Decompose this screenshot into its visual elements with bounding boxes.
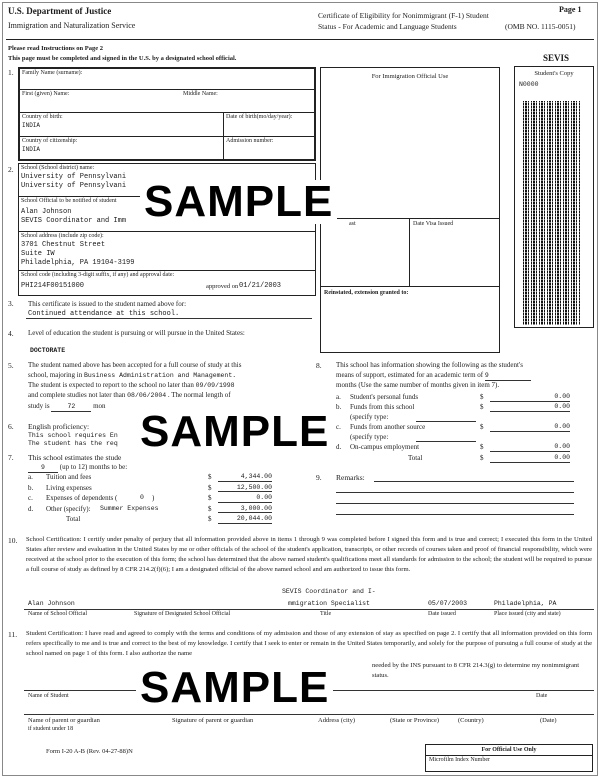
- official-name-value: Alan Johnson: [28, 600, 75, 607]
- expense-letter: a.: [28, 473, 33, 481]
- expense-currency: $: [208, 483, 212, 492]
- english-proficiency-label: English proficiency:: [28, 422, 90, 431]
- support-currency: $: [480, 443, 484, 451]
- remarks-line: [336, 514, 574, 515]
- support-specify-line: [416, 421, 476, 422]
- section7-total-value: 20,044.00: [218, 515, 272, 524]
- microfilm-line: [426, 755, 592, 756]
- section8-line3: months (Use the same number of months given in item 7).: [336, 381, 500, 389]
- support-amount: 0.00: [490, 423, 570, 432]
- section1-number: 1.: [8, 68, 14, 77]
- section1-box: [18, 67, 316, 161]
- expense-row: [28, 473, 278, 483]
- support-letter: a.: [336, 393, 341, 401]
- form-title-line1: Certificate of Eligibility for Nonimmigrant (F-1) Student: [318, 11, 489, 20]
- school-code-value: PHI214F00151000: [21, 282, 85, 290]
- section10-text: School Certification: I certify under penalty of perjury that all information provided above in items 1 through 9 was completed before I signed this form and is true and correct; I executed this form in the United States after review and evaluation in the United States by me or other officials of the school of the student's application, transcripts, or other records of courses taken and proof of financial responsibility, which were received at the school prior to the execution of this form; the school has determined that the above named student's qualifications meet all standards for admission to the school; the student will be required to pursue a full course of study as defined by 8 CFR 214.2(f)(6); I am a designated official of the above named school and am authorized to issue this form.: [26, 536, 592, 573]
- service-name: Immigration and Naturalization Service: [8, 21, 136, 30]
- remarks-line: [374, 481, 574, 482]
- family-name-label: Family Name (surname):: [22, 70, 83, 76]
- page-number: Page 1: [559, 5, 582, 14]
- sample-watermark-2: SAMPLE: [136, 410, 333, 454]
- middle-name-label: Middle Name:: [183, 91, 218, 97]
- complete-label: and complete studies not later than: [28, 391, 126, 399]
- sig-label-official-name: Name of School Official: [28, 611, 88, 617]
- normal-length-label: . The normal length of: [167, 391, 231, 399]
- sample-watermark-1: SAMPLE: [140, 180, 337, 224]
- section8-total-currency: $: [480, 454, 484, 462]
- immigration-official-title: For Immigration Official Use: [371, 73, 449, 80]
- row-divider: [321, 286, 499, 287]
- immigration-official-box: [320, 67, 500, 353]
- form-title-line2: Status - For Academic and Language Students: [318, 22, 457, 31]
- section5-line5: [28, 402, 106, 412]
- sevis-barcode: [523, 101, 581, 325]
- sevis-label: SEVIS: [543, 53, 570, 63]
- section3-number: 3.: [8, 299, 14, 308]
- expense-row: [28, 494, 278, 504]
- section7-months-line: [28, 463, 127, 473]
- header-rule: [6, 39, 594, 40]
- remarks-label: Remarks:: [336, 473, 365, 482]
- school-address-label: School address (include zip code):: [21, 233, 104, 239]
- study-length-value: 72: [51, 403, 91, 412]
- sig-label-parent-name: Name of parent or guardian: [28, 717, 100, 724]
- sig-label-country: (Country): [458, 717, 484, 724]
- section7-total-currency: $: [208, 515, 212, 523]
- row-divider: [19, 231, 315, 232]
- expense-amount: 4,344.00: [218, 473, 272, 482]
- approved-date-value: 01/21/2003: [239, 282, 282, 290]
- section8-line2: [336, 371, 531, 381]
- row-divider: [20, 89, 314, 90]
- section8-line1: This school has information showing the following as the student's: [336, 361, 523, 369]
- consulate-label: ast: [349, 221, 356, 227]
- section8-term-label: means of support, estimated for an academic term of: [336, 371, 484, 379]
- expense-row: [28, 484, 278, 494]
- approved-on-label: approved on: [206, 283, 239, 290]
- expense-amount: 3,000.00: [218, 505, 272, 514]
- support-amount: 0.00: [490, 443, 570, 452]
- school-official-label: School Official to be notified of student: [21, 198, 117, 204]
- section7-total-label: Total: [66, 515, 81, 523]
- section8-term: 9: [485, 372, 531, 381]
- support-currency: $: [480, 393, 484, 401]
- section7-months: 9: [28, 464, 58, 473]
- support-row: [336, 403, 576, 413]
- official-use-label: For Official Use Only: [481, 747, 537, 753]
- support-label: (specify type:: [350, 433, 389, 441]
- sevis-copy-box: [514, 66, 594, 328]
- col-divider: [409, 218, 410, 286]
- report-label: The student is expected to report to the school no later than: [28, 381, 194, 389]
- school-name-label: School (School district) name:: [21, 165, 95, 171]
- school-name-line1: University of Pennsylvani: [21, 173, 127, 181]
- remarks-line: [336, 503, 574, 504]
- row-divider: [20, 136, 314, 137]
- section8-total-label: Total: [408, 454, 423, 462]
- support-letter: d.: [336, 443, 342, 451]
- section4-value: DOCTORATE: [30, 347, 66, 354]
- admission-number-label: Admission number:: [226, 138, 274, 144]
- school-address-line3: Philadelphia, PA 19104-3199: [21, 259, 135, 267]
- section4-text: Level of education the student is pursuing or will pursue in the United States:: [28, 329, 245, 337]
- school-name-line2: University of Pennsylvani: [21, 182, 127, 190]
- citizenship-value: INDIA: [22, 146, 41, 153]
- expense-letter: d.: [28, 504, 34, 513]
- section5-line2: [28, 371, 236, 380]
- expense-currency: $: [208, 504, 212, 513]
- support-row: [336, 413, 576, 423]
- support-row: [336, 433, 576, 443]
- support-currency: $: [480, 403, 484, 411]
- expense-label: Tuition and fees: [46, 473, 92, 481]
- section4-number: 4.: [8, 329, 14, 338]
- months-label: mon: [93, 402, 106, 410]
- sig-label-address-city: Address (city): [318, 717, 356, 724]
- row-divider: [321, 218, 499, 219]
- expense-label: Other (specify):: [46, 504, 91, 513]
- support-row: [336, 443, 576, 453]
- sig-label-state: (State or Province): [390, 717, 440, 724]
- section5-number: 5.: [8, 361, 14, 370]
- section5-line4: [28, 391, 231, 400]
- major-label: school, majoring in: [28, 371, 83, 379]
- sig-label-title: Title: [320, 611, 332, 617]
- support-amount: 0.00: [490, 393, 570, 402]
- sig-label-date-issued: Date issued: [428, 611, 456, 617]
- section5-line1: The student named above has been accepted for a full course of study at this: [28, 361, 242, 369]
- section8-total-value: 0.00: [490, 454, 570, 463]
- reinstated-label: Reinstated, extension granted to:: [324, 290, 409, 296]
- place-issued-value: Philadelphia, PA: [494, 600, 557, 607]
- section6-number: 6.: [8, 422, 14, 431]
- section9-number: 9.: [316, 473, 322, 482]
- school-code-label: School code (including 3-digit suffix, if any) and approval date:: [21, 272, 175, 278]
- sig-label-student-name: Name of Student: [28, 693, 69, 699]
- support-label: Funds from this school: [350, 403, 415, 411]
- section3-text: This certificate is issued to the student named above for:: [28, 300, 187, 308]
- sig-label-under18: if student under 18: [28, 726, 74, 732]
- complete-date: 08/06/2004: [127, 392, 167, 399]
- section2-number: 2.: [8, 165, 14, 174]
- support-currency: $: [480, 423, 484, 431]
- expense-label: Expenses of dependents (: [46, 494, 118, 502]
- section5-line3: [28, 381, 235, 390]
- expense-letter: b.: [28, 483, 34, 492]
- expense-currency: $: [208, 494, 212, 502]
- row-divider: [19, 270, 315, 271]
- section7-number: 7.: [8, 453, 14, 462]
- sig-label-official-signature: Signature of Designated School Official: [134, 611, 231, 617]
- expense-label: Living expenses: [46, 483, 92, 492]
- sample-watermark-3: SAMPLE: [136, 666, 333, 710]
- omb-number: (OMB NO. 1115-0051): [505, 22, 576, 31]
- section11-text: Student Certification: I have read and agreed to comply with the terms and conditions of my admission and those of any extension of stay as specified on page 2. I certify that all information provided on this form refers specifically to me and is true and correct to the best of my knowledge. I certify that I seek to enter or remain in the United States temporarily, and solely for the purpose of pursuing a full course of study at the school named on page 1 of this form. I also authorize the name: [26, 630, 592, 657]
- support-amount: 0.00: [490, 403, 570, 412]
- english-line2: The student has the req: [28, 440, 118, 447]
- official-use-box: [425, 744, 593, 772]
- support-specify-line: [416, 441, 476, 442]
- school-official-name: Alan Johnson: [21, 208, 72, 216]
- sig-label-student-date: Date: [536, 693, 548, 699]
- form-id: Form I-20 A-B (Rev. 04-27-88)N: [46, 748, 133, 755]
- english-line1: This school requires En: [28, 432, 118, 439]
- expense-amount: 0.00: [218, 494, 272, 503]
- first-name-label: First (given) Name:: [22, 91, 70, 97]
- school-official-title: SEVIS Coordinator and Imm: [21, 217, 127, 225]
- signature-line: [24, 609, 594, 610]
- section3-value: Continued attendance at this school.: [28, 310, 180, 318]
- support-label: On-campus employment: [350, 443, 420, 451]
- support-label: Student's personal funds: [350, 393, 419, 401]
- major-value: Business Administration and Management.: [84, 372, 237, 379]
- support-label: (specify type:: [350, 413, 389, 421]
- expense-currency: $: [208, 473, 212, 481]
- school-address-line2: Suite IW: [21, 250, 55, 258]
- expense-row: [28, 505, 278, 515]
- section7-months-suffix: (up to 12) months to be:: [59, 463, 128, 471]
- expense-paren-close: ): [152, 494, 155, 502]
- dob-label: Date of birth(mo/day/year):: [226, 114, 293, 120]
- section11-text-continued: needed by the INS pursuant to 8 CFR 214.3(g) to determine my nonimmigrant status.: [372, 662, 580, 679]
- expense-label-extra: 0: [140, 494, 144, 501]
- expense-label-extra: Summer Expenses: [100, 504, 159, 512]
- section10-number: 10.: [8, 536, 18, 545]
- microfilm-label: Microfilm Index Number: [429, 757, 490, 763]
- official-title-value-1: SEVIS Coordinator and I-: [282, 588, 376, 595]
- school-address-line1: 3701 Chestnut Street: [21, 241, 106, 249]
- country-birth-label: Country of birth:: [22, 114, 63, 120]
- study-length-label: study is: [28, 402, 50, 410]
- row-divider: [20, 112, 314, 113]
- section7-text: This school estimates the stude: [28, 453, 122, 462]
- sig-label-parent-date: (Date): [540, 717, 557, 724]
- student-copy-number: N0000: [519, 81, 539, 88]
- remarks-line: [336, 492, 574, 493]
- expense-letter: c.: [28, 494, 33, 502]
- visa-issued-label: Date Visa Issued: [413, 221, 454, 227]
- date-issued-value: 05/07/2003: [428, 600, 468, 607]
- support-letter: c.: [336, 423, 341, 431]
- parent-signature-line: [24, 714, 594, 715]
- sig-label-place-issued: Place issued (city and state): [494, 611, 561, 617]
- agency-name: U.S. Department of Justice: [8, 6, 112, 16]
- instructions-line1: Please read Instructions on Page 2: [8, 45, 104, 52]
- support-letter: b.: [336, 403, 342, 411]
- official-title-value-2: mmigration Specialist: [288, 600, 370, 607]
- support-row: [336, 423, 576, 433]
- support-row: [336, 393, 576, 403]
- section11-number: 11.: [8, 630, 18, 639]
- section8-number: 8.: [316, 361, 322, 370]
- instructions-line2: This page must be completed and signed in the U.S. by a designated school official.: [8, 55, 237, 62]
- section3-underline: [26, 318, 312, 319]
- sig-label-parent-signature: Signature of parent or guardian: [172, 717, 254, 724]
- support-label: Funds from another source: [350, 423, 426, 431]
- citizenship-label: Country of citizenship:: [22, 138, 78, 144]
- report-date: 09/09/1998: [195, 382, 235, 389]
- student-copy-label: Student's Copy: [534, 70, 574, 77]
- expense-amount: 12,500.00: [218, 484, 272, 493]
- country-birth-value: INDIA: [22, 122, 41, 129]
